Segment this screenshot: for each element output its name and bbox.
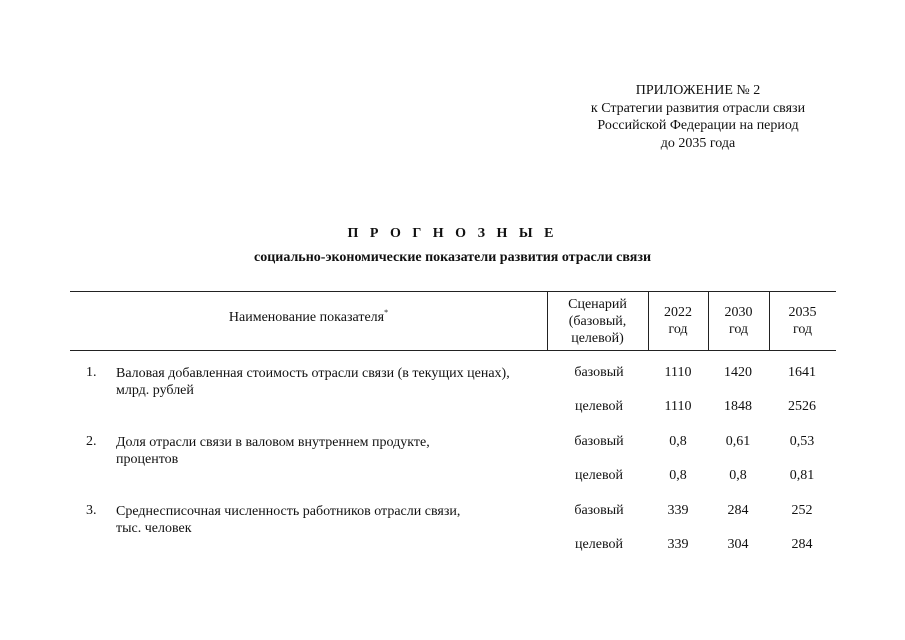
- scenario-cell: базовый: [574, 365, 624, 380]
- header-year-word: год: [728, 322, 749, 337]
- header-year-2035: [769, 292, 836, 350]
- document-title: П Р О Г Н О З Н Ы Е: [347, 226, 558, 241]
- header-scenario-line: (базовый,: [568, 313, 627, 329]
- appendix-title: ПРИЛОЖЕНИЕ № 2: [635, 83, 761, 98]
- row-indicator-name: [116, 503, 556, 537]
- row-name-line: млрд. рублей: [116, 383, 194, 398]
- row-name-line: процентов: [116, 452, 179, 467]
- row-indicator-name: [116, 434, 556, 468]
- value-2035: 2526: [788, 399, 816, 414]
- value-2035: 1641: [788, 365, 816, 380]
- row-number: 1.: [86, 365, 97, 380]
- scenario-cell: целевой: [575, 399, 623, 414]
- document-subtitle: социально-экономические показатели развития отрасли связи: [253, 250, 652, 265]
- appendix-line: к Стратегии развития отрасли связи: [590, 100, 806, 116]
- header-year: 2030: [724, 305, 753, 320]
- appendix-line: до 2035 года: [660, 135, 736, 151]
- header-name-text: Наименование показателя: [228, 310, 385, 325]
- row-number: 3.: [86, 503, 97, 518]
- row-indicator-name: [116, 365, 556, 399]
- header-year-2022: [648, 292, 708, 350]
- header-year: 2022: [664, 305, 692, 320]
- header-year: 2035: [788, 305, 817, 320]
- value-2030: 0,8: [729, 468, 747, 483]
- value-2035: 0,53: [789, 434, 815, 449]
- value-2022: 1110: [664, 399, 692, 414]
- footnote-mark: *: [384, 308, 389, 317]
- header-scenario-line: Сценарий: [568, 296, 627, 312]
- header-year-word: год: [668, 322, 688, 337]
- value-2022: 0,8: [669, 434, 687, 449]
- appendix-line: Российской Федерации на период: [597, 118, 799, 133]
- scenario-cell: базовый: [574, 503, 624, 518]
- value-2022: 0,8: [669, 468, 687, 483]
- value-2035: 284: [791, 537, 813, 552]
- header-indicator-name: [70, 310, 547, 326]
- value-2035: 252: [791, 503, 813, 518]
- header-year-word: год: [792, 322, 813, 337]
- value-2022: 1110: [664, 365, 692, 380]
- header-year-2030: [708, 292, 769, 350]
- row-name-line: тыс. человек: [116, 521, 192, 536]
- row-name-line: Доля отрасли связи в валовом внутреннем продукте,: [116, 435, 430, 450]
- scenario-cell: базовый: [574, 434, 624, 449]
- table-header: [70, 291, 836, 351]
- scenario-cell: целевой: [575, 537, 623, 552]
- value-2030: 1420: [724, 365, 752, 380]
- value-2022: 339: [667, 537, 689, 552]
- appendix-block: [548, 82, 848, 152]
- row-number: 2.: [86, 434, 97, 449]
- value-2030: 1848: [724, 399, 752, 414]
- value-2035: 0,81: [789, 468, 815, 483]
- row-name-line: Среднесписочная численность работников отрасли связи,: [116, 504, 461, 519]
- scenario-cell: целевой: [575, 468, 623, 483]
- indicators-table: [70, 291, 836, 552]
- header-scenario-line: целевой): [571, 330, 624, 346]
- row-name-line: Валовая добавленная стоимость отрасли связи (в текущих ценах),: [116, 366, 510, 381]
- value-2022: 339: [667, 503, 689, 518]
- value-2030: 284: [727, 503, 749, 518]
- value-2030: 304: [727, 537, 749, 552]
- header-scenario: [547, 292, 648, 350]
- value-2030: 0,61: [725, 434, 751, 449]
